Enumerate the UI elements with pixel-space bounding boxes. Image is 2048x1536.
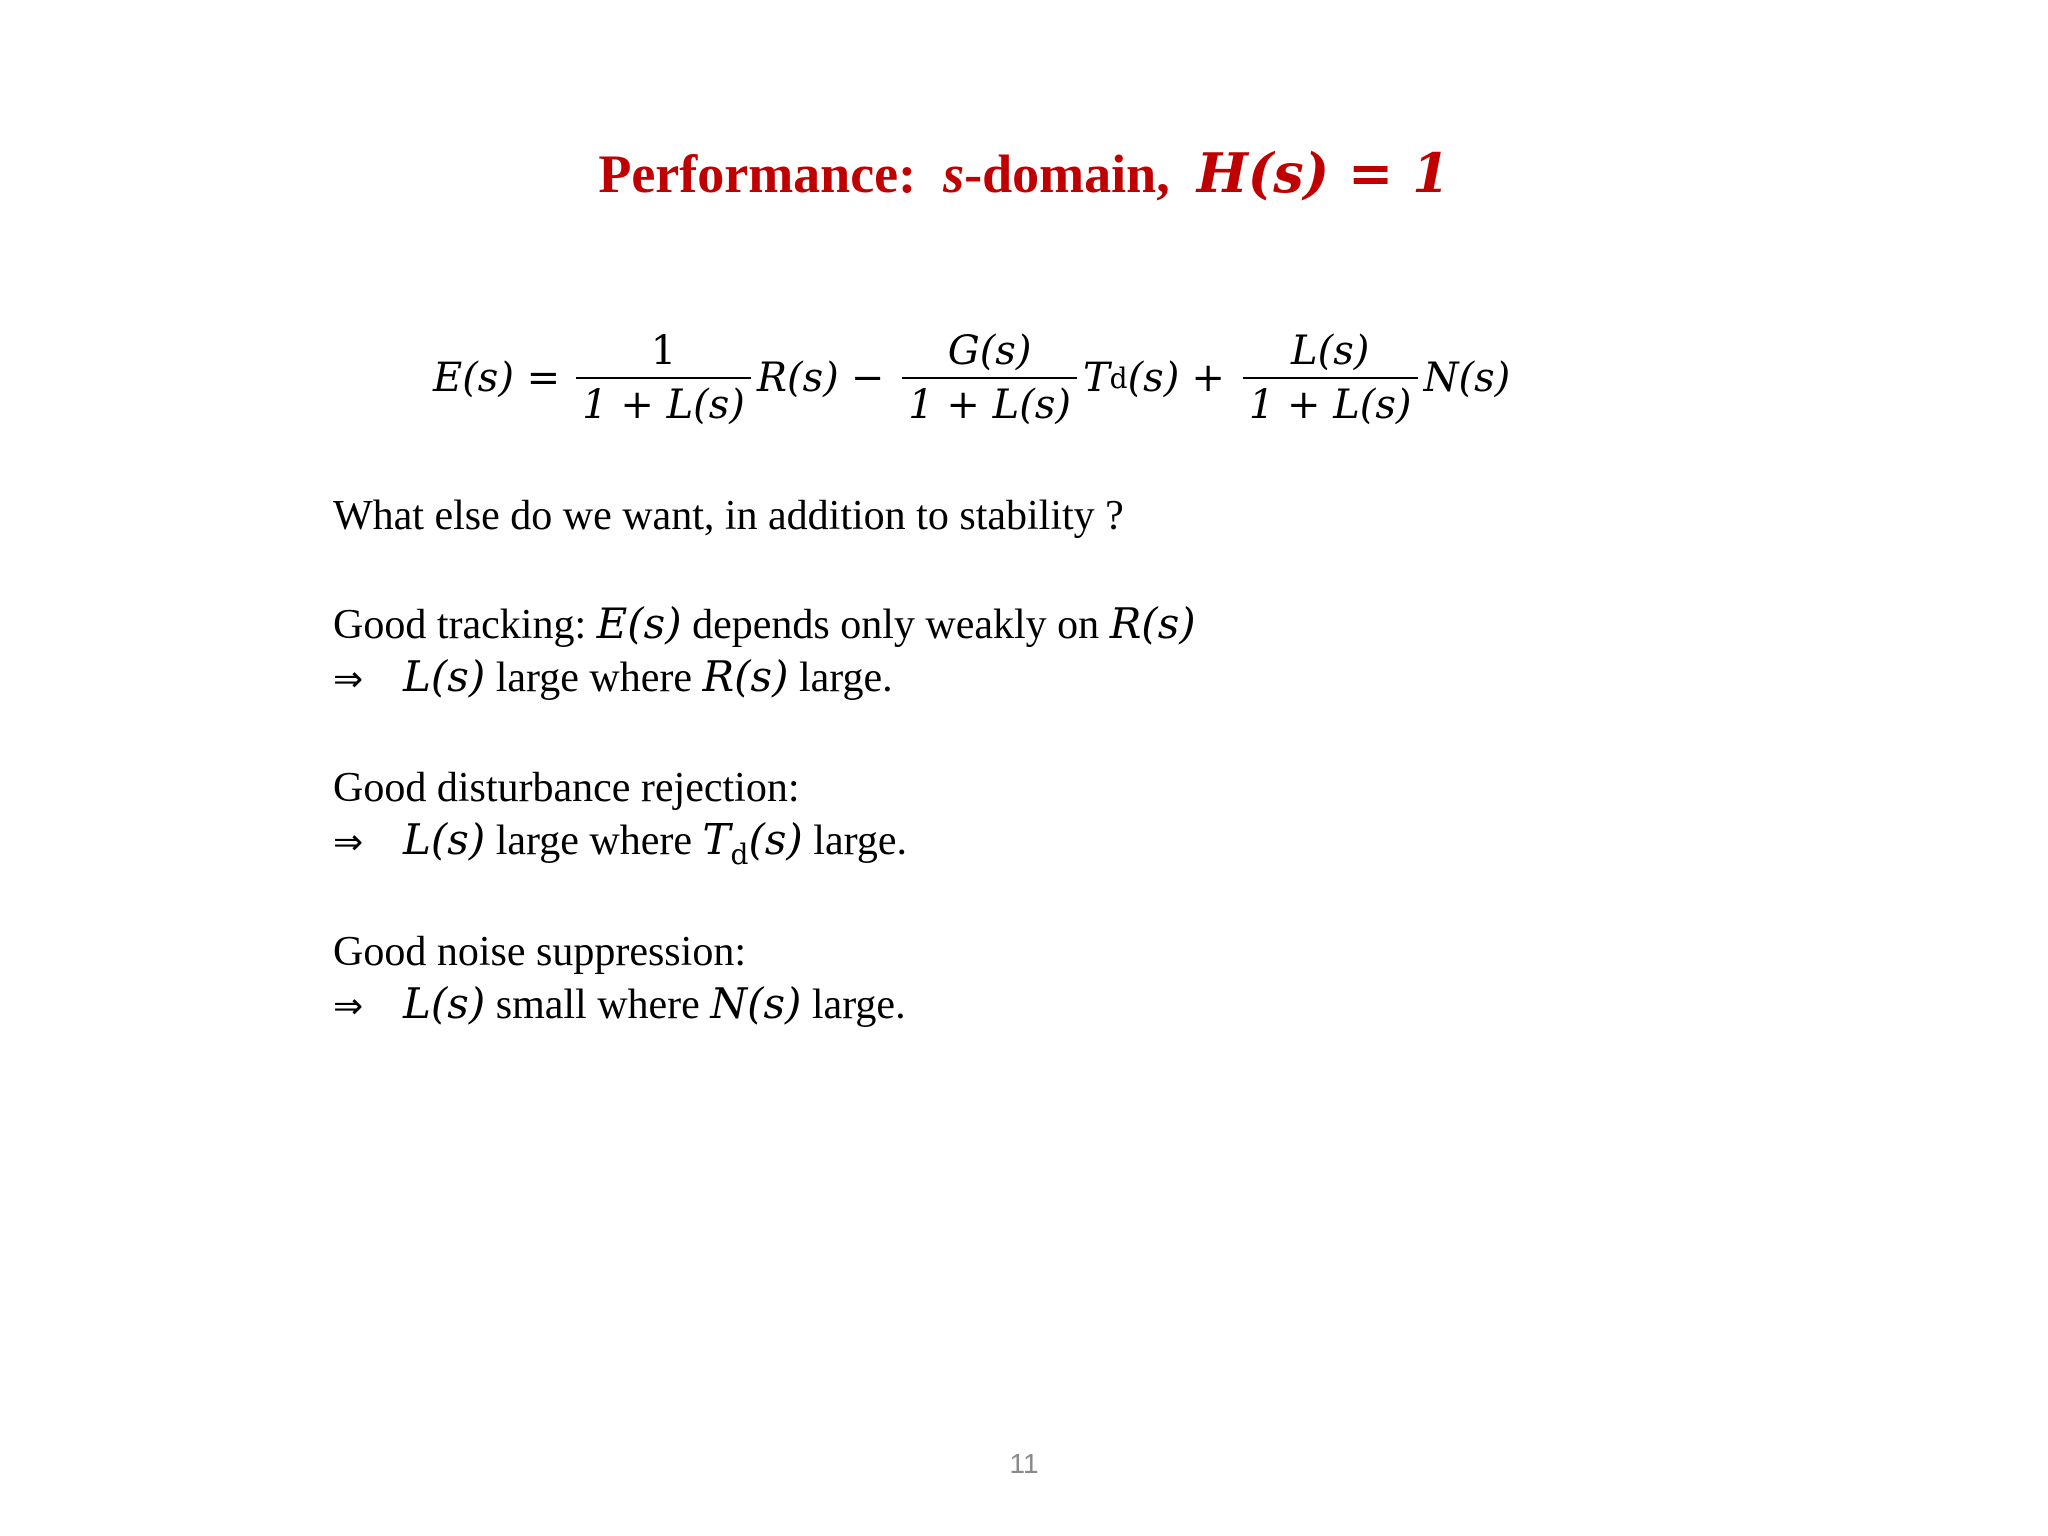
tracking-label: Good tracking: [333,602,597,648]
noise-consequence-var-n: N(s) [710,979,802,1028]
fraction-reference [576,325,751,431]
fraction-noise [1243,325,1418,431]
title-prefix: Performance: [598,144,917,204]
tracking-consequence-var-r: R(s) [702,652,789,701]
fraction-reference-numerator: 1 [650,328,677,374]
tracking-consequence-var-l: L(s) [403,652,486,701]
tracking-label-mid: depends only weakly on [681,602,1110,648]
tracking-consequence-end: large. [788,655,893,701]
disturbance-consequence [333,814,907,881]
fraction-noise-numerator: L(s) [1291,328,1370,374]
disturbance-block [333,762,907,881]
fraction-noise-denominator: 1 + L(s) [1248,382,1412,428]
tracking-var-r: R(s) [1109,599,1196,648]
implies-arrow-icon: ⇒ [333,986,364,1027]
signal-disturbance-main: T [1082,355,1110,401]
noise-block [333,926,906,1033]
fraction-disturbance [902,325,1077,431]
page-number: 11 [1009,1448,1039,1479]
operator-plus: + [1191,355,1225,401]
noise-consequence-var-l: L(s) [403,979,486,1028]
fraction-disturbance-denominator: 1 + L(s) [908,382,1071,428]
tracking-consequence-mid: large where [485,655,703,701]
fraction-disturbance-numerator: G(s) [947,328,1032,374]
tracking-line [333,598,1196,651]
signal-reference: R(s) [756,355,839,401]
noise-label: Good noise suppression: [333,929,746,975]
noise-consequence-mid: small where [485,982,711,1028]
question-line: What else do we want, in addition to stability ? [333,493,1124,539]
question-text [333,490,1124,542]
disturbance-consequence-var-t: T [702,815,731,864]
title-s-variable: s [943,144,965,204]
signal-disturbance-sub: d [1109,361,1128,395]
tracking-consequence [333,651,1196,706]
signal-disturbance-tail: (s) [1127,355,1180,401]
title-h-expression: H(s) = 1 [1196,141,1450,205]
disturbance-consequence-var-t-sub: d [730,838,749,871]
implies-arrow-icon: ⇒ [333,822,364,863]
disturbance-consequence-var-t-tail: (s) [748,815,803,864]
slide-title [0,138,2048,209]
equation-lhs: E(s) = [433,355,561,401]
fraction-reference-denominator: 1 + L(s) [582,382,745,428]
tracking-block [333,598,1196,706]
disturbance-consequence-mid: large where [485,818,703,864]
noise-consequence [333,978,906,1033]
title-middle: -domain, [964,144,1170,204]
signal-disturbance [1083,355,1179,401]
implies-arrow-icon: ⇒ [333,659,364,700]
disturbance-label: Good disturbance rejection: [333,765,800,811]
disturbance-consequence-end: large. [802,818,907,864]
disturbance-consequence-var-l: L(s) [403,815,486,864]
noise-consequence-end: large. [801,982,906,1028]
operator-minus: − [850,355,885,401]
error-equation [433,318,1510,438]
signal-noise: N(s) [1423,355,1511,401]
tracking-var-e: E(s) [596,599,682,648]
